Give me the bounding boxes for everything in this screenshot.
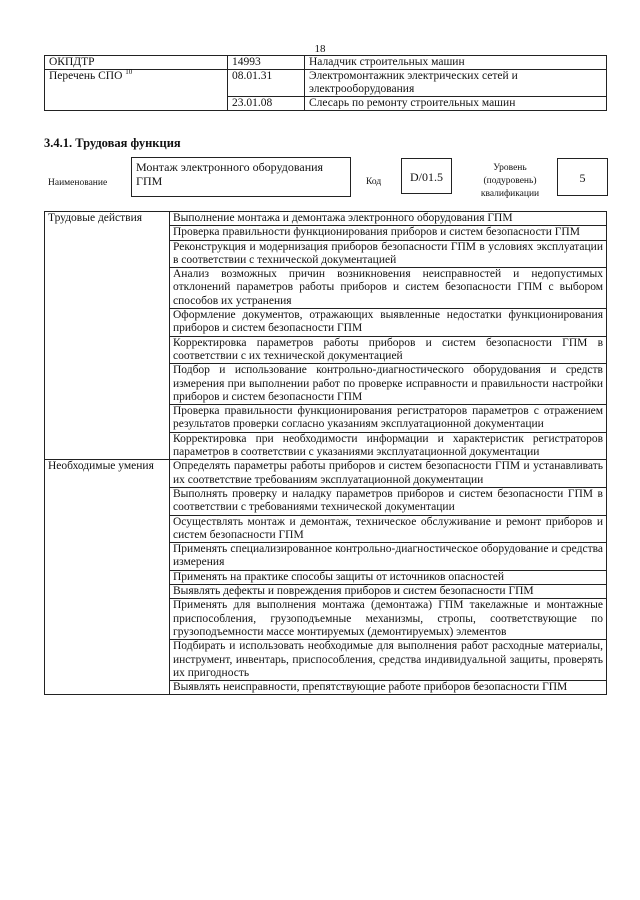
- function-code-box: D/01.5: [401, 158, 452, 194]
- level-value-box: 5: [557, 158, 608, 196]
- labor-action-item: Выполнение монтажа и демонтажа электронного оборудования ГПМ: [170, 212, 607, 226]
- classifier-code: 08.01.31: [228, 70, 305, 97]
- page-number: 18: [314, 43, 326, 55]
- skill-item: Подбирать и использовать необходимые для выполнения работ расходные материалы, инструмент, инвентарь, приспособления, средства индивидуальной защиты, проверять их пригодность: [170, 640, 607, 681]
- classifier-code: 23.01.08: [228, 97, 305, 111]
- skill-item: Выполнять проверку и наладку параметров приборов и систем безопасности ГПМ в соответствии с требованиями технической документации: [170, 487, 607, 515]
- labor-action-item: Корректировка при необходимости информации и характеристик регистраторов параметров в соответствии с указаниями эксплуатационной документации: [170, 432, 607, 460]
- code-label: Код: [366, 177, 382, 187]
- labor-action-item: Проверка правильности функционирования приборов и систем безопасности ГПМ: [170, 226, 607, 240]
- labor-action-item: Проверка правильности функционирования регистраторов параметров с отражением результатов проверки согласно указаниям эксплуатационной документации: [170, 405, 607, 433]
- skill-item: Применять на практике способы защиты от источников опасностей: [170, 570, 607, 584]
- footnote-ref: 10: [125, 68, 133, 77]
- classifier-row: [45, 70, 607, 97]
- skill-item: Применять для выполнения монтажа (демонтажа) ГПМ такелажные и монтажные приспособления, грузоподъемные механизмы, стропы, соответствующие по грузоподъемности массе монтируемых (демонтируемых) элементов: [170, 599, 607, 640]
- labor-action-item: Оформление документов, отражающих выявленные недостатки функционирования приборов и систем безопасности ГПМ: [170, 309, 607, 337]
- skill-item: Осуществлять монтаж и демонтаж, техническое обслуживание и ремонт приборов и систем безопасности ГПМ: [170, 515, 607, 543]
- classifier-code: 14993: [228, 56, 305, 70]
- labor-action-item: Корректировка параметров работы приборов и систем безопасности ГПМ в соответствии с их технической документацией: [170, 336, 607, 364]
- classifier-name-text: ОКПДТР: [49, 56, 95, 68]
- classifier-name-text: Перечень СПО: [49, 70, 123, 82]
- labor-action-item: Реконструкция и модернизация приборов безопасности ГПМ в условиях эксплуатации в соответствии с технической документацией: [170, 240, 607, 268]
- classifier-title: Наладчик строительных машин: [305, 56, 607, 70]
- section-title: 3.4.1. Трудовая функция: [44, 136, 181, 150]
- level-label: Уровень (подуровень) квалификации: [480, 163, 540, 199]
- name-label: Наименование: [48, 178, 108, 188]
- labor-actions-label: Трудовые действия: [45, 212, 170, 460]
- skill-item: Определять параметры работы приборов и систем безопасности ГПМ и устанавливать их соответствие требованиям эксплуатационной документации: [170, 460, 607, 488]
- function-table: [44, 211, 607, 695]
- skill-item: Выявлять неисправности, препятствующие работе приборов безопасности ГПМ: [170, 681, 607, 695]
- table-row: [45, 460, 607, 488]
- classifier-table: [44, 55, 607, 111]
- table-row: [45, 212, 607, 226]
- function-name-box: Монтаж электронного оборудования ГПМ: [131, 157, 351, 197]
- skill-item: Применять специализированное контрольно-диагностическое оборудование и средства измерения: [170, 543, 607, 571]
- classifier-title: Слесарь по ремонту строительных машин: [305, 97, 607, 111]
- skill-item: Выявлять дефекты и повреждения приборов и систем безопасности ГПМ: [170, 585, 607, 599]
- required-skills-label: Необходимые умения: [45, 460, 170, 695]
- classifier-name: [45, 56, 228, 70]
- labor-action-item: Подбор и использование контрольно-диагностического оборудования и средств измерения при выполнении работ по проверке исправности и правильности настройки приборов и систем безопасности ГПМ: [170, 364, 607, 405]
- labor-action-item: Анализ возможных причин возникновения неисправностей и недопустимых отклонений параметров работы приборов и систем безопасности ГПМ с выбором способов их устранения: [170, 268, 607, 309]
- classifier-title: Электромонтажник электрических сетей и электрооборудования: [305, 70, 607, 97]
- classifier-name: [45, 70, 228, 111]
